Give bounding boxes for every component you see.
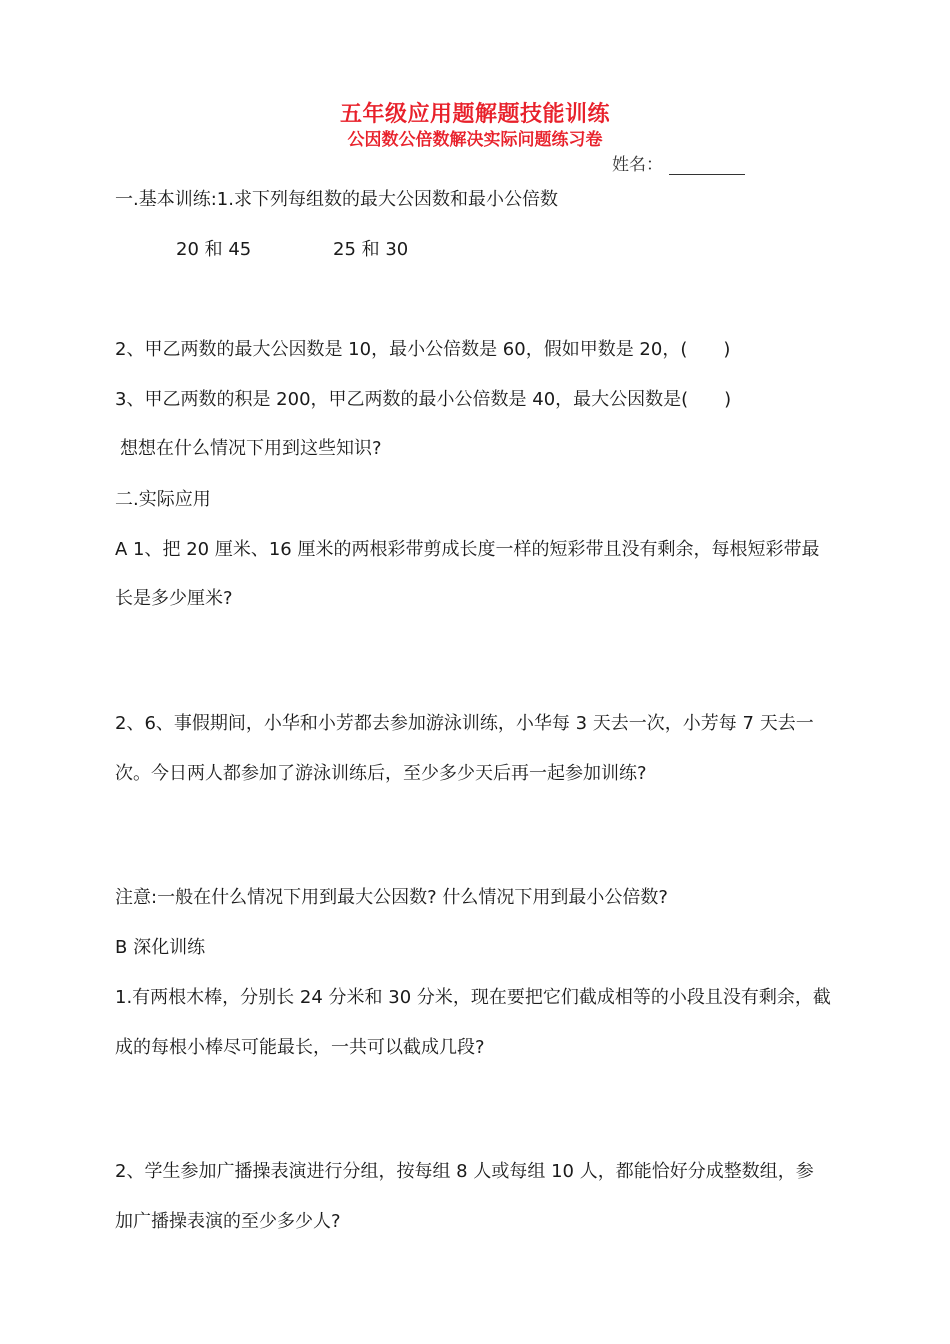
name-label: 姓名： — [612, 155, 663, 175]
problem-a1-line2: 长是多少厘米? — [115, 588, 233, 609]
problem-a2-line1: 2、6、事假期间，小华和小芳都去参加游泳训练，小华每 3 天去一次，小芳每 7 天去一 — [115, 713, 814, 734]
reflection-prompt: 想想在什么情况下用到这些知识? — [120, 438, 382, 459]
number-pair-a: 20 和 45 — [176, 239, 252, 260]
question-2: 2、甲乙两数的最大公因数是 10，最小公倍数是 60，假如甲数是 20，( ) — [115, 339, 731, 360]
section3-heading: B 深化训练 — [115, 937, 206, 958]
problem-b2-line1: 2、学生参加广播操表演进行分组，按每组 8 人或每组 10 人，都能恰好分成整数组，参 — [115, 1161, 814, 1182]
question-3: 3、甲乙两数的积是 200，甲乙两数的最小公倍数是 40，最大公因数是( ) — [115, 389, 732, 410]
problem-b2-line2: 加广播操表演的至少多少人? — [115, 1211, 341, 1232]
name-blank-line[interactable] — [669, 157, 745, 175]
worksheet-subtitle: 公因数公倍数解决实际问题练习卷 — [347, 130, 603, 150]
problem-a1-line1: A 1、把 20 厘米、16 厘米的两根彩带剪成长度一样的短彩带且没有剩余，每根短彩带最 — [115, 539, 820, 560]
problem-b1-line1: 1.有两根木棒，分别长 24 分米和 30 分米，现在要把它们截成相等的小段且没有剩余，截 — [115, 987, 831, 1008]
worksheet-title: 五年级应用题解题技能训练 — [339, 102, 610, 127]
problem-b1-line2: 成的每根小棒尽可能最长，一共可以截成几段? — [115, 1037, 485, 1058]
note-text: 注意:一般在什么情况下用到最大公因数? 什么情况下用到最小公倍数? — [115, 887, 668, 908]
section1-heading: 一.基本训练:1.求下列每组数的最大公因数和最小公倍数 — [115, 189, 558, 210]
problem-a2-line2: 次。今日两人都参加了游泳训练后，至少多少天后再一起参加训练? — [115, 763, 647, 784]
name-field — [612, 150, 745, 175]
number-pair-b: 25 和 30 — [333, 239, 409, 260]
section2-heading: 二.实际应用 — [115, 489, 211, 510]
